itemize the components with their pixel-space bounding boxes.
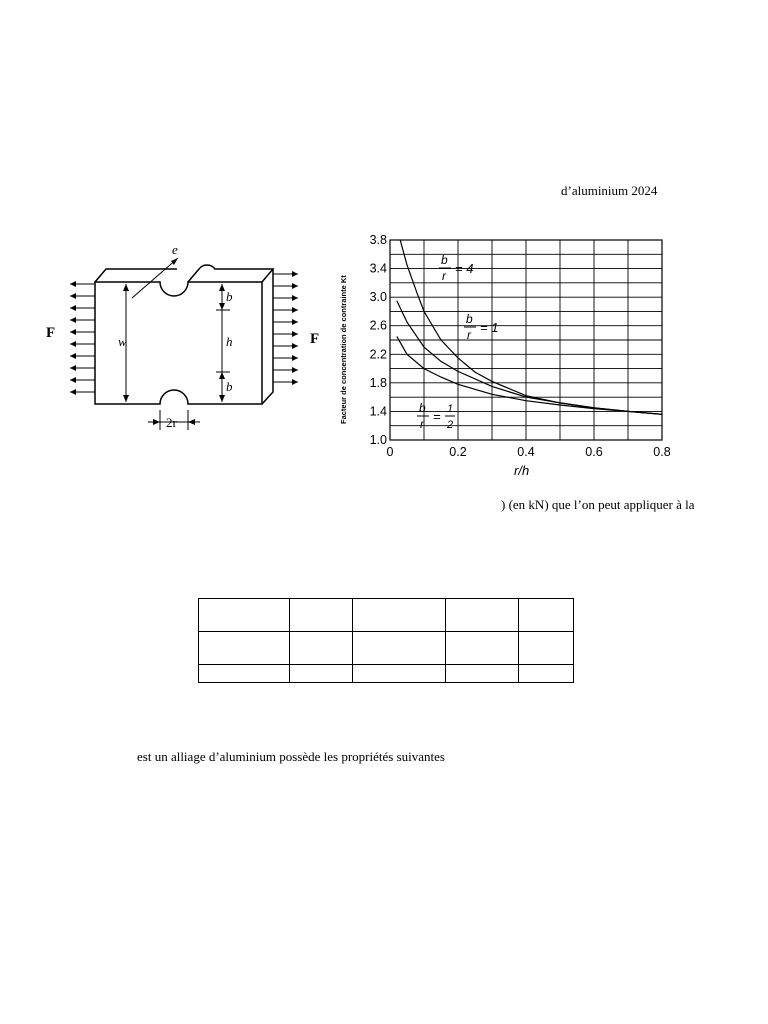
table-cell bbox=[353, 632, 446, 665]
label-e: e bbox=[172, 242, 178, 257]
y-tick-label: 2.6 bbox=[369, 318, 387, 333]
label-b-top: b bbox=[226, 289, 233, 304]
table-cell bbox=[199, 599, 290, 632]
y-tick-label: 1.4 bbox=[369, 404, 387, 419]
label-h: h bbox=[226, 334, 233, 349]
table-row bbox=[199, 599, 574, 632]
y-tick-label: 1.8 bbox=[369, 375, 387, 390]
table-row bbox=[199, 632, 574, 665]
table-cell bbox=[519, 599, 574, 632]
series-line-1 bbox=[400, 240, 662, 414]
chart-grid bbox=[390, 240, 662, 440]
curve-label-b1-eq: = 1 bbox=[480, 320, 499, 335]
curve-label-bh-den: 2 bbox=[447, 419, 454, 431]
x-tick-label: 0.2 bbox=[449, 445, 467, 459]
table-cell bbox=[353, 599, 446, 632]
text-line-1: d’aluminium 2024 bbox=[561, 183, 658, 198]
x-tick-label: 0.8 bbox=[653, 445, 671, 459]
y-tick-label: 2.2 bbox=[369, 347, 387, 362]
curve-label-b1-r: r bbox=[467, 328, 471, 342]
table-cell bbox=[446, 632, 519, 665]
curve-label-bh-b: b bbox=[419, 401, 426, 415]
left-force-arrows bbox=[70, 284, 95, 392]
curve-label-b1-b: b bbox=[466, 312, 473, 326]
x-tick-label: 0.6 bbox=[585, 445, 603, 459]
stress-concentration-chart bbox=[335, 226, 685, 482]
notched-plate-figure bbox=[40, 240, 330, 440]
x-tick-label: 0.4 bbox=[517, 445, 535, 459]
curve-label-b4-r: r bbox=[442, 269, 446, 283]
table-cell bbox=[446, 599, 519, 632]
table-cell bbox=[446, 665, 519, 683]
curve-label-b4-b: b bbox=[441, 253, 448, 267]
table-cell bbox=[290, 665, 353, 683]
text-line-2: ) (en kN) que l’on peut appliquer à la bbox=[501, 497, 695, 512]
right-force-arrows bbox=[273, 274, 298, 382]
data-table bbox=[198, 598, 574, 683]
y-axis-label: Facteur de concentration de contrainte Kt bbox=[339, 275, 348, 424]
table-cell bbox=[199, 665, 290, 683]
y-tick-label: 3.4 bbox=[369, 261, 387, 276]
table-cell bbox=[353, 665, 446, 683]
y-tick-label: 3.8 bbox=[369, 233, 387, 247]
chart-ticks bbox=[370, 233, 671, 459]
x-axis-label: r/h bbox=[514, 463, 530, 478]
y-tick-label: 3.0 bbox=[369, 290, 387, 305]
table-cell bbox=[199, 632, 290, 665]
chart-curves bbox=[397, 240, 662, 414]
series-line-3 bbox=[397, 336, 662, 414]
label-w: w bbox=[118, 334, 127, 349]
table-cell bbox=[290, 599, 353, 632]
label-2r: 2r bbox=[166, 415, 177, 430]
table-cell bbox=[290, 632, 353, 665]
x-tick-label: 0 bbox=[386, 445, 394, 459]
curve-label-bh-r: r bbox=[420, 417, 424, 431]
table-cell bbox=[519, 632, 574, 665]
table-row bbox=[199, 665, 574, 683]
text-line-3: est un alliage d’aluminium possède les propriétés suivantes bbox=[137, 749, 445, 764]
curve-label-bh-num: 1 bbox=[447, 403, 454, 415]
curve-label-b4-eq: = 4 bbox=[455, 261, 474, 276]
y-tick-label: 1.0 bbox=[369, 433, 387, 447]
label-b-bottom: b bbox=[226, 379, 233, 394]
force-right-label: F bbox=[310, 331, 320, 347]
curve-label-bh-eq: = bbox=[433, 409, 441, 424]
table-cell bbox=[519, 665, 574, 683]
force-left-label: F bbox=[46, 325, 56, 341]
